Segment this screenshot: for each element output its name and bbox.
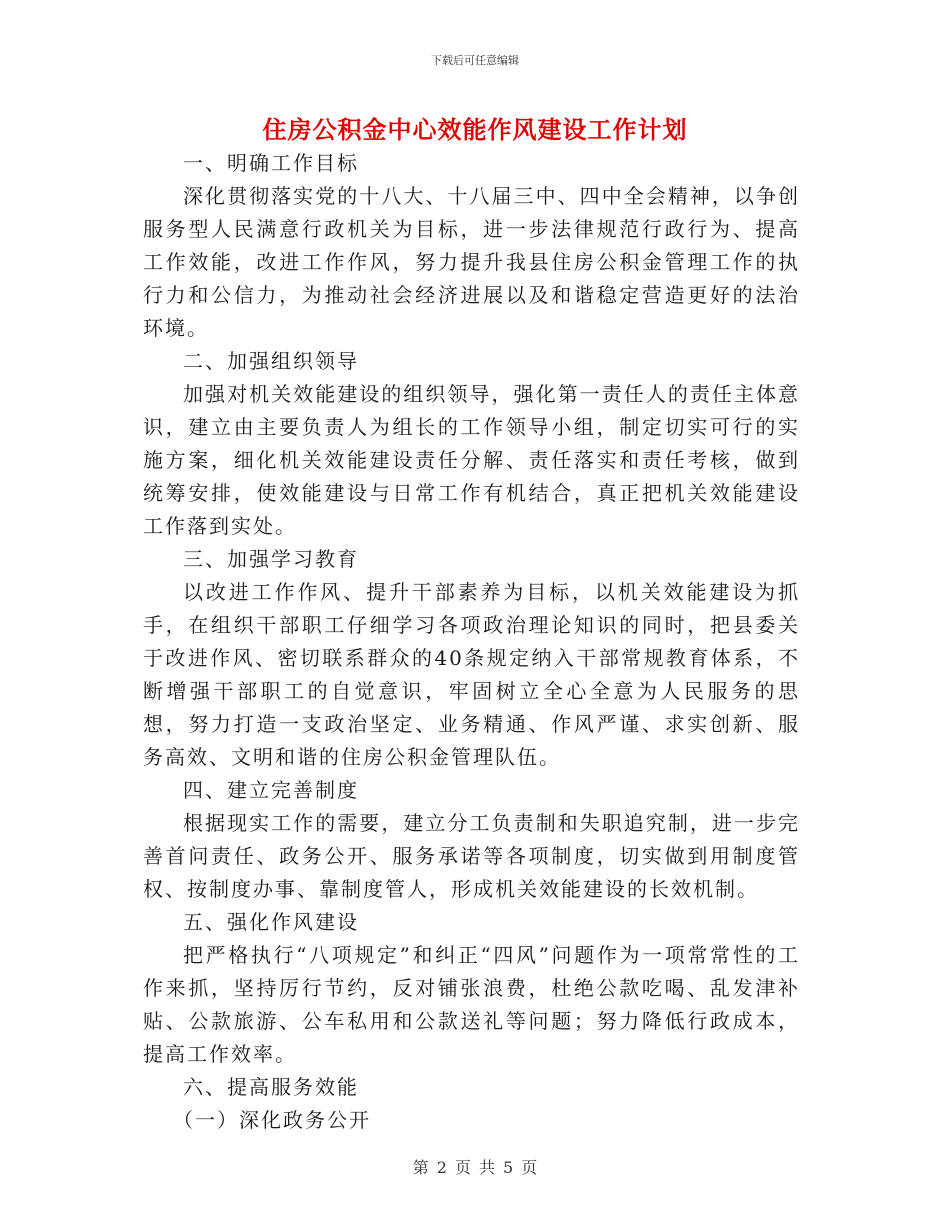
section-paragraph: 根据现实工作的需要，建立分工负责制和失职追究制，进一步完善首问责任、政务公开、服务承诺等各项制度，切实做到用制度管权、按制度办事、靠制度管人，形成机关效能建设的长效机制。 [143, 811, 800, 901]
section-heading: 二、加强组织领导 [183, 349, 359, 373]
section-heading: 四、建立完善制度 [183, 778, 359, 802]
document-body [143, 147, 800, 1137]
section-heading: 三、加强学习教育 [183, 547, 359, 571]
section-heading: 五、强化作风建设 [183, 910, 359, 934]
section-paragraph: 深化贯彻落实党的十八大、十八届三中、四中全会精神，以争创服务型人民满意行政机关为目标，进一步法律规范行政行为、提高工作效能，改进工作作风，努力提升我县住房公积金管理工作的执行力和公信力，为推动社会经济进展以及和谐稳定营造更好的法治环境。 [143, 184, 800, 340]
footer-page-current: 2 [436, 1158, 447, 1177]
sub-heading: （一）深化政务公开 [173, 1108, 371, 1132]
section-paragraph: 把严格执行“八项规定”和纠正“四风”问题作为一项常常性的工作来抓，坚持厉行节约，反对铺张浪费，杜绝公款吃喝、乱发津补贴、公款旅游、公车私用和公款送礼等问题；努力降低行政成本，提高工作效率。 [143, 943, 800, 1066]
footer-page-total: 5 [503, 1158, 514, 1177]
footer-page-mid: 页 [454, 1158, 471, 1177]
section-paragraph: 以改进工作作风、提升干部素养为目标，以机关效能建设为抓手，在组织干部职工仔细学习各项政治理论知识的同时，把县委关于改进作风、密切联系群众的40条规定纳入干部常规教育体系，不断增强干部职工的自觉意识，牢固树立全心全意为人民服务的思想，努力打造一支政治坚定、业务精通、作风严谨、求实创新、服务高效、文明和谐的住房公积金管理队伍。 [143, 580, 800, 769]
document-title: 住房公积金中心效能作风建设工作计划 [262, 115, 688, 144]
section-heading: 一、明确工作目标 [183, 151, 359, 175]
footer-page-suffix: 页 [521, 1158, 538, 1177]
footer-page-prefix: 第 [412, 1158, 429, 1177]
section-paragraph: 加强对机关效能建设的组织领导，强化第一责任人的责任主体意识，建立由主要负责人为组长的工作领导小组，制定切实可行的实施方案，细化机关效能建设责任分解、责任落实和责任考核，做到统筹安排，使效能建设与日常工作有机结合，真正把机关效能建设工作落到实处。 [143, 382, 800, 538]
section-heading: 六、提高服务效能 [183, 1075, 359, 1099]
page-footer [0, 1155, 950, 1178]
header-note: 下载后可任意编辑 [431, 54, 519, 67]
footer-page-total-prefix: 共 [479, 1158, 496, 1177]
